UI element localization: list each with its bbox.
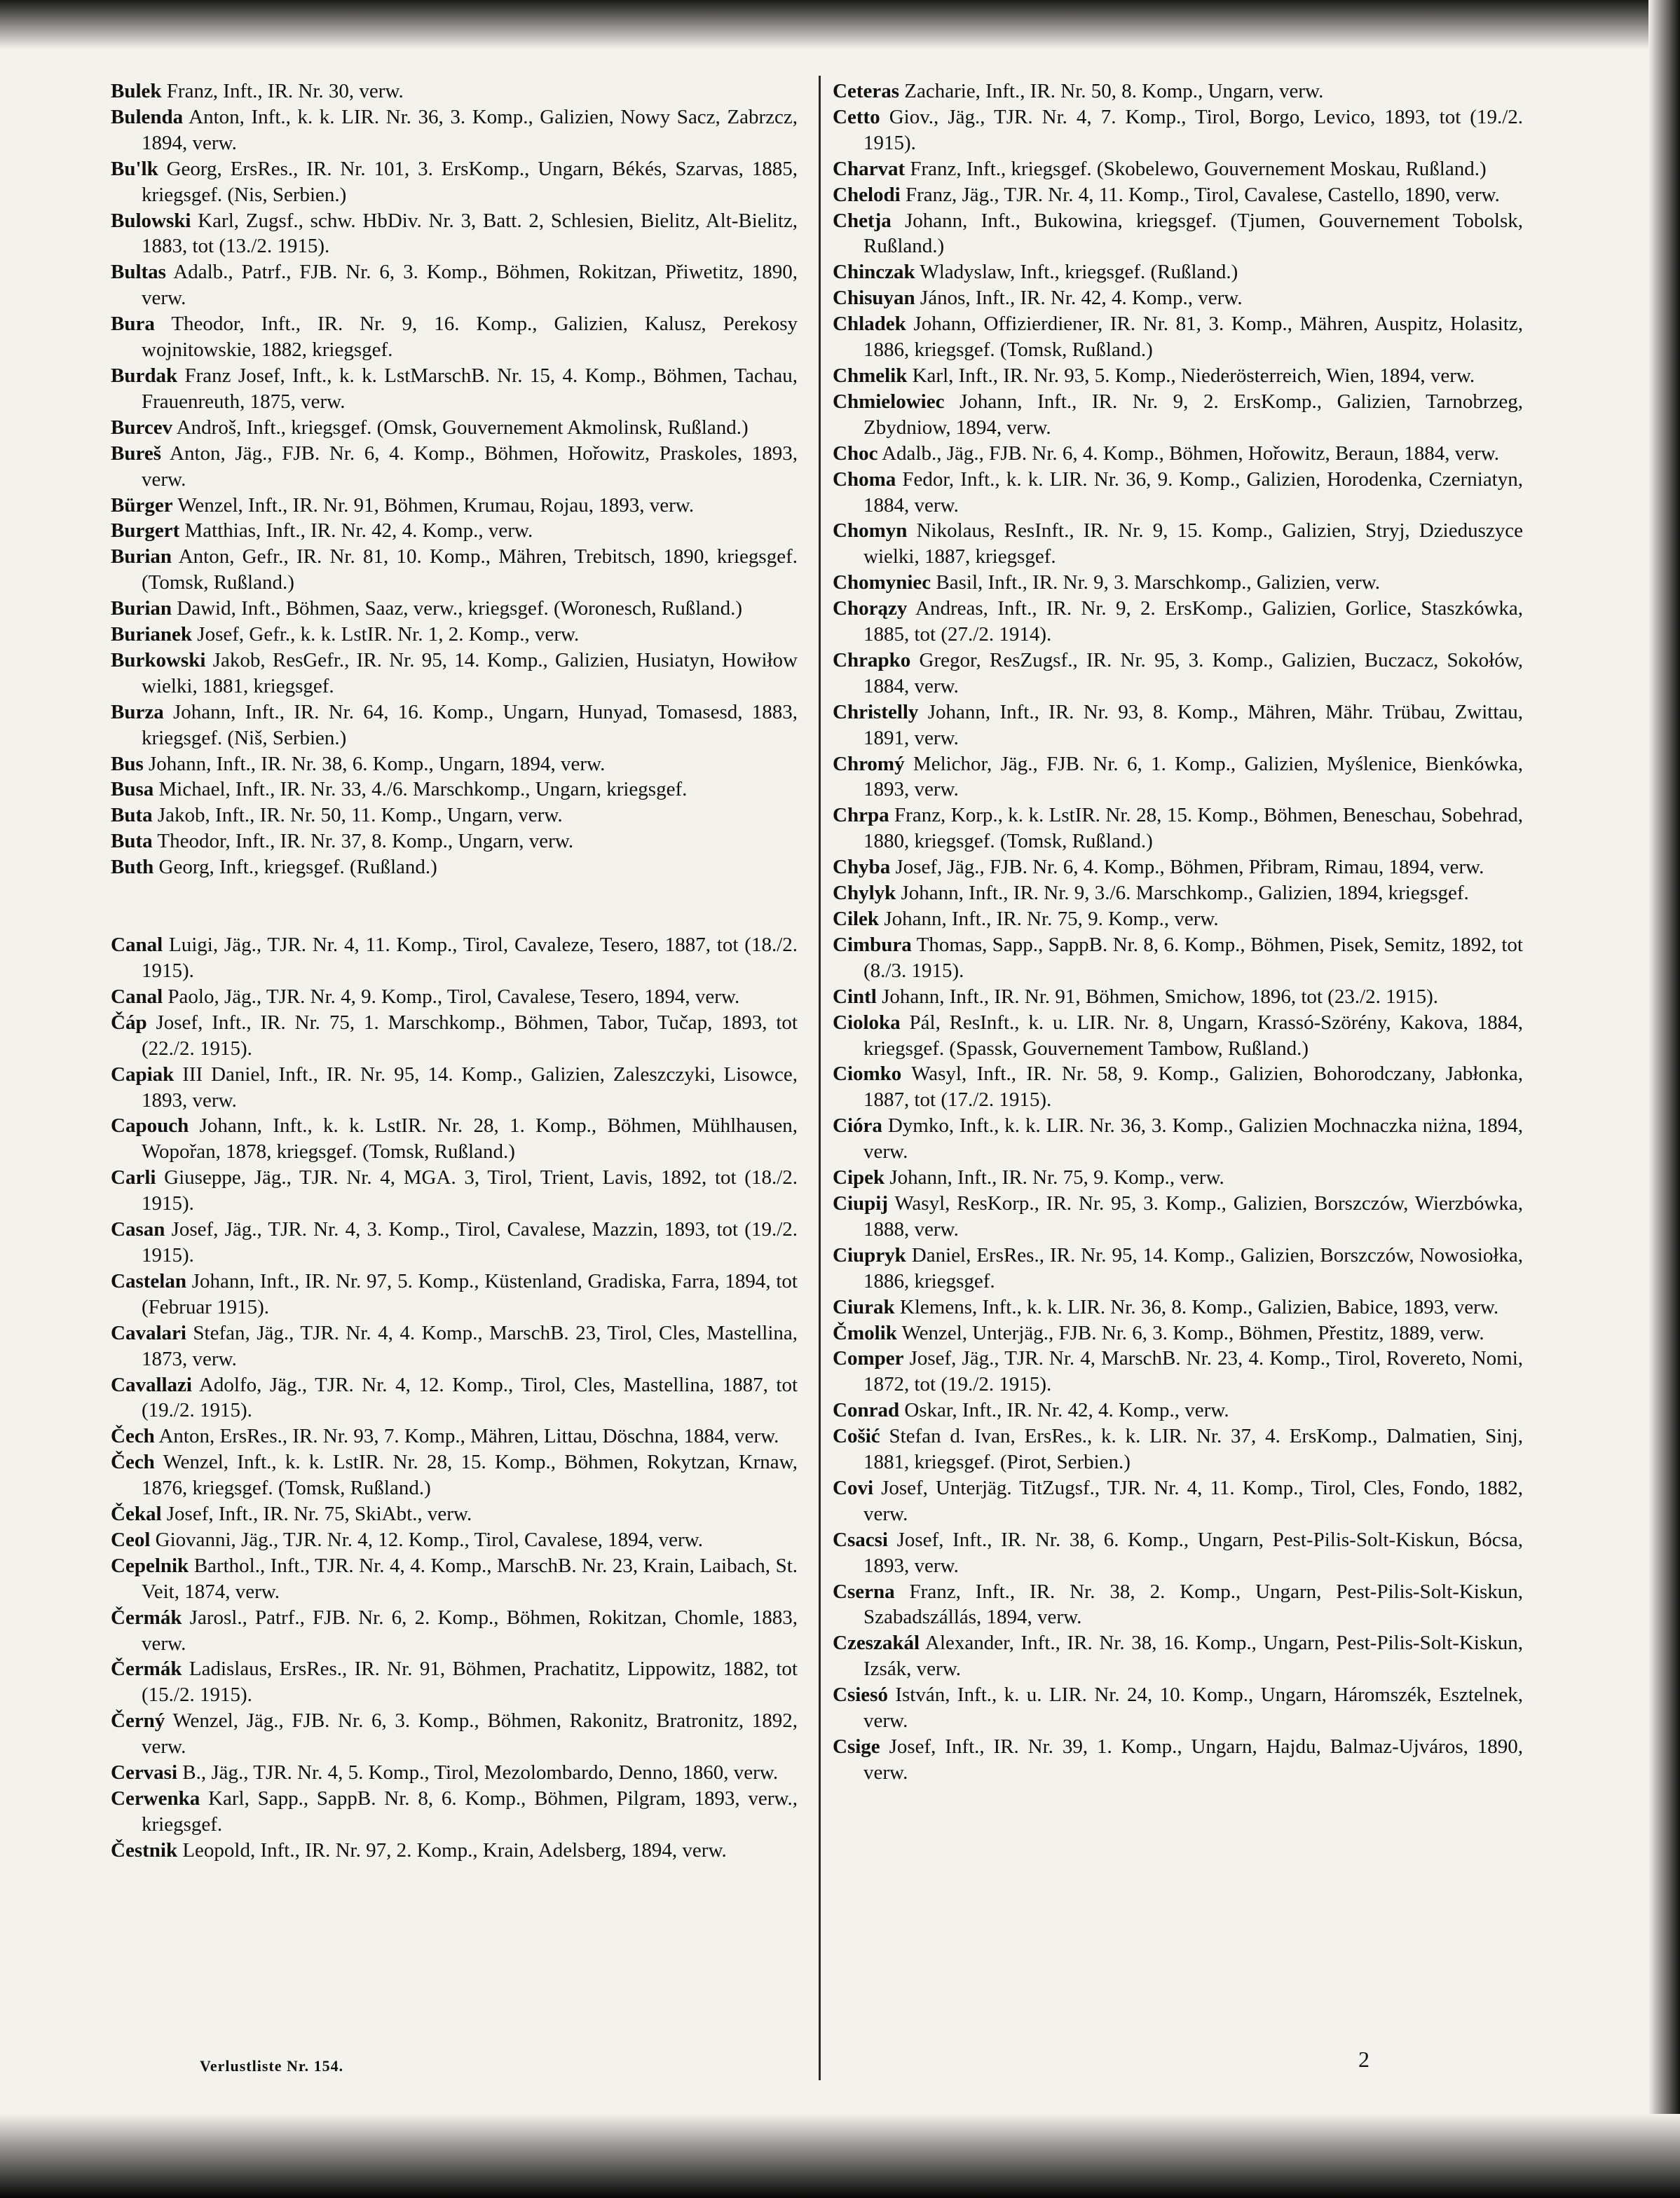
entry-details: János, Inft., IR. Nr. 42, 4. Komp., verw.	[920, 287, 1243, 310]
list-entry	[111, 156, 798, 208]
entry-details: Johann, Inft., IR. Nr. 75, 9. Komp., verw.	[884, 908, 1219, 930]
list-entry	[111, 751, 798, 777]
list-entry	[833, 78, 1523, 104]
list-entry	[833, 208, 1523, 260]
entry-details: Wenzel, Inft., IR. Nr. 91, Böhmen, Krumau, Rojau, 1893, verw.	[177, 493, 695, 517]
entry-details: Johann, Inft., Bukowina, kriegsgef. (Tjumen, Gouvernement Tobolsk, Rußland.)	[863, 209, 1523, 258]
list-entry	[833, 1295, 1523, 1320]
list-entry	[111, 1269, 798, 1320]
entry-surname: Chorązy	[833, 597, 908, 620]
entry-details: Theodor, Inft., IR. Nr. 37, 8. Komp., Ungarn, verw.	[157, 830, 574, 853]
entry-details: Leopold, Inft., IR. Nr. 97, 2. Komp., Krain, Adelsberg, 1894, verw.	[182, 1838, 727, 1862]
entry-details: Johann, Inft., IR. Nr. 97, 5. Komp., Küstenland, Gradiska, Farra, 1894, tot (Februar 1915).	[142, 1269, 798, 1318]
entry-surname: Burcev	[111, 416, 173, 439]
entry-surname: Cepelnik	[111, 1554, 189, 1577]
entry-surname: Cetto	[833, 105, 880, 128]
list-entry	[111, 1372, 798, 1424]
entry-surname: Carli	[111, 1166, 156, 1189]
entry-surname: Buta	[111, 830, 153, 853]
entry-details: Oskar, Inft., IR. Nr. 42, 4. Komp., verw.	[904, 1399, 1229, 1422]
entry-surname: Chrapko	[833, 648, 911, 671]
list-entry	[111, 78, 798, 104]
entry-details: Androš, Inft., kriegsgef. (Omsk, Gouvernement Akmolinsk, Rußland.)	[176, 416, 749, 439]
scan-edge-bottom	[0, 2114, 1680, 2198]
list-entry	[111, 415, 798, 441]
entry-details: Franz Josef, Inft., k. k. LstMarschB. Nr. 15, 4. Komp., Böhmen, Tachau, Frauenreuth, 1875, verw.	[142, 364, 798, 413]
entry-surname: Chomyn	[833, 519, 908, 542]
list-entry	[833, 1346, 1523, 1398]
list-entry	[111, 828, 798, 854]
list-entry	[111, 1010, 798, 1062]
entry-surname: Cioloka	[833, 1011, 901, 1034]
entry-details: Thomas, Sapp., SappB. Nr. 8, 6. Komp., Böhmen, Pisek, Semitz, 1892, tot (8./3. 1915).	[863, 933, 1523, 982]
entry-details: Anton, Inft., k. k. LIR. Nr. 36, 3. Komp., Galizien, Nowy Sacz, Zabrzcz, 1894, verw.	[142, 105, 798, 154]
entry-details: Anton, Jäg., FJB. Nr. 6, 4. Komp., Böhmen, Hořowitz, Praskoles, 1893, verw.	[142, 442, 798, 491]
list-entry	[833, 1424, 1523, 1475]
entry-surname: Cervasi	[111, 1761, 178, 1784]
entry-surname: Christelly	[833, 700, 919, 723]
entry-details: Jakob, Inft., IR. Nr. 50, 11. Komp., Ungarn, verw.	[157, 804, 563, 827]
entry-surname: Cimbura	[833, 933, 912, 956]
list-entry	[111, 1449, 798, 1501]
entry-details: Anton, ErsRes., IR. Nr. 93, 7. Komp., Mähren, Littau, Döschna, 1884, verw.	[158, 1425, 779, 1448]
entry-surname: Burian	[111, 597, 172, 620]
entry-surname: Chinczak	[833, 261, 915, 284]
list-entry	[833, 1061, 1523, 1113]
entry-surname: Buta	[111, 804, 153, 827]
entry-details: Wladyslaw, Inft., kriegsgef. (Rußland.)	[920, 261, 1238, 284]
list-entry	[111, 1320, 798, 1372]
list-entry	[833, 441, 1523, 467]
list-entry	[833, 1398, 1523, 1424]
entry-surname: Cavallazi	[111, 1373, 192, 1396]
entry-details: Basil, Inft., IR. Nr. 9, 3. Marschkomp., Galizien, verw.	[936, 571, 1381, 594]
entry-surname: Černý	[111, 1709, 165, 1733]
entry-details: Johann, Inft., IR. Nr. 93, 8. Komp., Mähren, Mähr. Trübau, Zwittau, 1891, verw.	[863, 700, 1523, 749]
entry-details: Giuseppe, Jäg., TJR. Nr. 4, MGA. 3, Tirol, Trient, Lavis, 1892, tot (18./2. 1915).	[142, 1166, 798, 1215]
list-entry	[111, 1553, 798, 1605]
entry-details: Andreas, Inft., IR. Nr. 9, 2. ErsKomp., Galizien, Gorlice, Staszkówka, 1885, tot (27./2. 1914).	[863, 597, 1524, 646]
list-entry	[833, 906, 1523, 932]
list-entry	[833, 984, 1523, 1010]
column-divider	[819, 76, 821, 2080]
list-entry	[111, 1113, 798, 1165]
list-entry	[111, 1501, 798, 1527]
entry-surname: Csige	[833, 1735, 880, 1758]
entry-surname: Chladek	[833, 313, 906, 336]
entry-surname: Čmolik	[833, 1321, 897, 1344]
entry-details: Barthol., Inft., TJR. Nr. 4, 4. Komp., MarschB. Nr. 23, Krain, Laibach, St. Veit, 1874, verw.	[142, 1554, 798, 1603]
entry-surname: Bürger	[111, 493, 173, 517]
entry-surname: Ciomko	[833, 1063, 902, 1086]
entry-details: István, Inft., k. u. LIR. Nr. 24, 10. Komp., Ungarn, Háromszék, Esztelnek, verw.	[863, 1684, 1524, 1733]
entry-details: Stefan d. Ivan, ErsRes., k. k. LIR. Nr. 37, 4. ErsKomp., Dalmatien, Sinj, 1881, kriegsgef. (Pirot, Serbien.)	[863, 1425, 1523, 1474]
entry-details: Adalb., Jäg., FJB. Nr. 6, 4. Komp., Böhmen, Hořowitz, Beraun, 1884, verw.	[882, 442, 1500, 465]
entry-details: Gregor, ResZugsf., IR. Nr. 95, 3. Komp., Galizien, Buczacz, Sokołów, 1884, verw.	[863, 648, 1524, 697]
list-entry	[111, 104, 798, 156]
list-entry	[833, 880, 1523, 906]
entry-details: Anton, Gefr., IR. Nr. 81, 10. Komp., Mähren, Trebitsch, 1890, kriegsgef. (Tomsk, Rußland.)	[142, 545, 798, 594]
entry-surname: Cavalari	[111, 1321, 186, 1344]
entry-details: Josef, Inft., IR. Nr. 75, 1. Marschkomp., Böhmen, Tabor, Tučap, 1893, tot (22./2. 1915).	[142, 1011, 798, 1060]
entry-surname: Busa	[111, 778, 154, 801]
list-entry	[833, 1527, 1523, 1579]
list-entry	[111, 932, 798, 984]
entry-surname: Canal	[111, 985, 163, 1008]
list-entry	[833, 932, 1523, 984]
entry-surname: Cipek	[833, 1166, 885, 1189]
list-entry	[111, 1760, 798, 1786]
list-entry	[111, 493, 798, 519]
entry-surname: Chomyniec	[833, 571, 931, 594]
entry-details: Josef, Gefr., k. k. LstIR. Nr. 1, 2. Komp., verw.	[197, 623, 580, 646]
entry-surname: Chetja	[833, 209, 892, 232]
entry-details: Josef, Inft., IR. Nr. 39, 1. Komp., Ungarn, Hajdu, Balmaz-Ujváros, 1890, verw.	[863, 1735, 1524, 1784]
entry-surname: Burdak	[111, 364, 178, 387]
list-entry	[833, 596, 1523, 648]
list-entry	[111, 1165, 798, 1217]
entry-surname: Chrpa	[833, 804, 889, 827]
entry-surname: Chmielowiec	[833, 390, 945, 413]
entry-surname: Choc	[833, 442, 878, 465]
entry-details: Wasyl, ResKorp., IR. Nr. 95, 3. Komp., Galizien, Borszczów, Wierzbówka, 1888, verw.	[863, 1192, 1524, 1241]
entry-surname: Bus	[111, 752, 144, 775]
entry-details: Fedor, Inft., k. k. LIR. Nr. 36, 9. Komp., Galizien, Horodenka, Czerniatyn, 1884, verw.	[863, 467, 1523, 517]
entry-surname: Čech	[111, 1425, 155, 1448]
entry-details: Franz, Inft., IR. Nr. 38, 2. Komp., Ungarn, Pest-Pilis-Solt-Kiskun, Szabadszállás, 1894, verw.	[863, 1580, 1523, 1629]
list-entry	[111, 363, 798, 415]
entry-surname: Bura	[111, 313, 155, 336]
list-entry	[833, 1320, 1523, 1346]
entry-details: Johann, Offizierdiener, IR. Nr. 81, 3. Komp., Mähren, Auspitz, Holasitz, 1886, kriegsgef. (Tomsk, Rußland.)	[863, 313, 1523, 362]
list-entry	[111, 1527, 798, 1553]
list-entry	[833, 363, 1523, 389]
entry-surname: Bulowski	[111, 209, 191, 232]
list-entry	[111, 803, 798, 828]
entry-details: Wenzel, Unterjäg., FJB. Nr. 6, 3. Komp., Böhmen, Přestitz, 1889, verw.	[901, 1321, 1484, 1344]
entry-details: Johann, Inft., IR. Nr. 38, 6. Komp., Ungarn, 1894, verw.	[149, 752, 606, 775]
entry-surname: Bulenda	[111, 105, 184, 128]
entry-surname: Bulek	[111, 80, 162, 102]
list-entry	[111, 1838, 798, 1864]
list-entry	[111, 441, 798, 493]
entry-surname: Czeszakál	[833, 1632, 920, 1655]
entry-details: Melichor, Jäg., FJB. Nr. 6, 1. Komp., Galizien, Myślenice, Bienkówka, 1893, verw.	[863, 752, 1523, 801]
list-entry	[111, 777, 798, 803]
entry-details: Klemens, Inft., k. k. LIR. Nr. 36, 8. Komp., Galizien, Babice, 1893, verw.	[899, 1295, 1499, 1318]
list-entry	[833, 1113, 1523, 1165]
entry-surname: Covi	[833, 1476, 873, 1499]
list-entry	[833, 389, 1523, 441]
list-entry	[833, 1165, 1523, 1191]
list-entry	[833, 104, 1523, 156]
list-entry	[111, 311, 798, 363]
entry-details: Karl, Inft., IR. Nr. 93, 5. Komp., Niederösterreich, Wien, 1894, verw.	[912, 364, 1475, 387]
list-entry	[111, 208, 798, 260]
page-number: 2	[1358, 2047, 1370, 2072]
entry-details: Franz, Korp., k. k. LstIR. Nr. 28, 15. Komp., Böhmen, Beneschau, Sobehrad, 1880, kriegsgef. (Tomsk, Rußland.)	[863, 804, 1524, 853]
entry-surname: Bu'lk	[111, 157, 158, 180]
entry-surname: Čáp	[111, 1011, 147, 1034]
left-column	[111, 78, 798, 1864]
entry-surname: Čekal	[111, 1503, 162, 1526]
entry-surname: Cióra	[833, 1114, 882, 1138]
entry-details: Paolo, Jäg., TJR. Nr. 4, 9. Komp., Tirol, Cavalese, Tesero, 1894, verw.	[168, 985, 740, 1008]
entry-surname: Ciupij	[833, 1192, 888, 1215]
entry-details: Theodor, Inft., IR. Nr. 9, 16. Komp., Galizien, Kalusz, Perekosy wojnitowskie, 1882, kriegsgef.	[142, 313, 798, 362]
list-entry	[833, 854, 1523, 880]
list-entry	[833, 259, 1523, 285]
entry-details: Josef, Unterjäg. TitZugsf., TJR. Nr. 4, 11. Komp., Tirol, Cles, Fondo, 1882, verw.	[863, 1476, 1524, 1525]
entry-surname: Charvat	[833, 157, 906, 180]
entry-surname: Cerwenka	[111, 1787, 200, 1810]
entry-details: Ladislaus, ErsRes., IR. Nr. 91, Böhmen, Prachatitz, Lippowitz, 1882, tot (15./2. 1915).	[142, 1658, 798, 1707]
entry-details: Jakob, ResGefr., IR. Nr. 95, 14. Komp., Galizien, Husiatyn, Howiłow wielki, 1881, kriegsgef.	[142, 648, 798, 697]
entry-details: Josef, Jäg., FJB. Nr. 6, 4. Komp., Böhmen, Přibram, Rimau, 1894, verw.	[895, 856, 1484, 879]
entry-surname: Bureš	[111, 442, 161, 465]
entry-details: III Daniel, Inft., IR. Nr. 95, 14. Komp., Galizien, Zaleszczyki, Lisowce, 1893, verw.	[142, 1063, 798, 1112]
entry-details: Johann, Inft., IR. Nr. 75, 9. Komp., verw.	[889, 1166, 1224, 1189]
entry-surname: Ceteras	[833, 80, 900, 102]
scan-edge-top	[0, 0, 1680, 49]
list-entry	[833, 467, 1523, 519]
entry-surname: Burza	[111, 700, 164, 723]
entry-surname: Burkowski	[111, 648, 206, 671]
entry-details: B., Jäg., TJR. Nr. 4, 5. Komp., Tirol, Mezolombardo, Denno, 1860, verw.	[182, 1761, 779, 1784]
entry-details: Giov., Jäg., TJR. Nr. 4, 7. Komp., Tirol, Borgo, Levico, 1893, tot (19./2. 1915).	[863, 105, 1524, 154]
entry-details: Johann, Inft., k. k. LstIR. Nr. 28, 1. Komp., Böhmen, Mühlhausen, Wopořan, 1878, kriegsgef. (Tomsk, Rußland.)	[142, 1114, 798, 1163]
entry-surname: Ceol	[111, 1528, 151, 1551]
entry-details: Daniel, ErsRes., IR. Nr. 95, 14. Komp., Galizien, Borszczów, Nowosiołka, 1886, kriegsgef.	[863, 1243, 1523, 1292]
list-entry	[833, 311, 1523, 363]
entry-surname: Csiesó	[833, 1684, 888, 1707]
entry-details: Adalb., Patrf., FJB. Nr. 6, 3. Komp., Böhmen, Rokitzan, Přiwetitz, 1890, verw.	[142, 261, 798, 310]
entry-surname: Burian	[111, 545, 172, 568]
list-entry	[833, 1475, 1523, 1527]
entry-surname: Capouch	[111, 1114, 189, 1138]
entry-surname: Casan	[111, 1218, 165, 1241]
entry-details: Zacharie, Inft., IR. Nr. 50, 8. Komp., Ungarn, verw.	[904, 80, 1324, 102]
entry-surname: Čermák	[111, 1658, 182, 1681]
entry-details: Adolfo, Jäg., TJR. Nr. 4, 12. Komp., Tirol, Cles, Mastellina, 1887, tot (19./2. 1915).	[142, 1373, 798, 1422]
scan-edge-right	[1648, 0, 1680, 2198]
entry-details: Karl, Sapp., SappB. Nr. 8, 6. Komp., Böhmen, Pilgram, 1893, verw., kriegsgef.	[142, 1787, 798, 1836]
list-entry	[833, 1191, 1523, 1243]
entry-surname: Chromý	[833, 752, 905, 775]
list-entry	[833, 803, 1523, 854]
list-entry	[833, 1243, 1523, 1295]
list-entry	[833, 285, 1523, 311]
entry-surname: Čermák	[111, 1606, 182, 1629]
list-entry	[111, 648, 798, 699]
entry-details: Jarosl., Patrf., FJB. Nr. 6, 2. Komp., Böhmen, Rokitzan, Chomle, 1883, verw.	[142, 1606, 798, 1655]
entry-surname: Castelan	[111, 1269, 186, 1292]
list-entry	[111, 259, 798, 311]
entry-details: Franz, Jäg., TJR. Nr. 4, 11. Komp., Tirol, Cavalese, Castello, 1890, verw.	[905, 183, 1500, 206]
list-entry	[111, 1708, 798, 1760]
list-entry	[833, 1579, 1523, 1631]
entry-surname: Čestnik	[111, 1838, 178, 1862]
entry-surname: Chisuyan	[833, 287, 915, 310]
list-entry	[833, 518, 1523, 570]
entry-surname: Cintl	[833, 985, 877, 1008]
entry-details: Pál, ResInft., k. u. LIR. Nr. 8, Ungarn, Krassó-Szörény, Kakova, 1884, kriegsgef. (Spassk, Gouvernement Tambow, Rußland.)	[863, 1011, 1524, 1060]
entry-surname: Burgert	[111, 519, 180, 542]
list-entry	[833, 156, 1523, 182]
entry-surname: Čech	[111, 1451, 155, 1474]
list-label: Verlustliste Nr. 154.	[200, 2057, 344, 2075]
entry-surname: Ciurak	[833, 1295, 895, 1318]
entry-details: Dymko, Inft., k. k. LIR. Nr. 36, 3. Komp., Galizien Mochnaczka niżna, 1894, verw.	[863, 1114, 1523, 1163]
list-entry	[111, 984, 798, 1010]
entry-details: Stefan, Jäg., TJR. Nr. 4, 4. Komp., MarschB. 23, Tirol, Cles, Mastellina, 1873, verw.	[142, 1321, 798, 1370]
entry-details: Johann, Inft., IR. Nr. 9, 2. ErsKomp., Galizien, Tarnobrzeg, Zbydniow, 1894, verw.	[863, 390, 1524, 439]
list-entry	[833, 570, 1523, 596]
list-entry	[833, 1630, 1523, 1682]
list-entry	[833, 648, 1523, 699]
entry-details: Georg, Inft., kriegsgef. (Rußland.)	[158, 856, 437, 879]
list-entry	[833, 751, 1523, 803]
entry-surname: Capiak	[111, 1063, 175, 1086]
entry-details: Wenzel, Inft., k. k. LstIR. Nr. 28, 15. Komp., Böhmen, Rokytzan, Krnaw, 1876, kriegsgef. (Tomsk, Rußland.)	[142, 1451, 798, 1500]
entry-details: Johann, Inft., IR. Nr. 64, 16. Komp., Ungarn, Hunyad, Tomasesd, 1883, kriegsgef. (Niš, Serbien.)	[142, 700, 798, 749]
entry-details: Dawid, Inft., Böhmen, Saaz, verw., kriegsgef. (Woronesch, Rußland.)	[177, 597, 743, 620]
right-column	[833, 78, 1523, 1786]
entry-details: Giovanni, Jäg., TJR. Nr. 4, 12. Komp., Tirol, Cavalese, 1894, verw.	[155, 1528, 703, 1551]
entry-surname: Chylyk	[833, 882, 896, 905]
entry-surname: Choma	[833, 467, 896, 491]
entry-surname: Cošić	[833, 1425, 880, 1448]
section-gap	[111, 880, 798, 932]
entry-details: Luigi, Jäg., TJR. Nr. 4, 11. Komp., Tirol, Cavaleze, Tesero, 1887, tot (18./2. 1915).	[142, 934, 798, 982]
entry-details: Georg, ErsRes., IR. Nr. 101, 3. ErsKomp., Ungarn, Békés, Szarvas, 1885, kriegsgef. (Nis, Serbien.)	[142, 157, 798, 206]
list-entry	[111, 1217, 798, 1269]
entry-details: Wasyl, Inft., IR. Nr. 58, 9. Komp., Galizien, Bohorodczany, Jabłonka, 1887, tot (17./2. 1915).	[863, 1063, 1523, 1112]
entry-details: Wenzel, Jäg., FJB. Nr. 6, 3. Komp., Böhmen, Rakonitz, Bratronitz, 1892, verw.	[142, 1709, 798, 1759]
entry-details: Josef, Jäg., TJR. Nr. 4, MarschB. Nr. 23, 4. Komp., Tirol, Rovereto, Nomi, 1872, tot (19./2. 1915).	[863, 1347, 1523, 1396]
list-entry	[111, 518, 798, 544]
list-entry	[111, 544, 798, 596]
entry-details: Josef, Jäg., TJR. Nr. 4, 3. Komp., Tirol, Cavalese, Mazzin, 1893, tot (19./2. 1915).	[142, 1218, 798, 1267]
entry-surname: Chyba	[833, 856, 891, 879]
list-entry	[111, 1062, 798, 1114]
list-entry	[111, 596, 798, 622]
list-entry	[111, 1786, 798, 1838]
list-entry	[111, 854, 798, 880]
entry-surname: Buth	[111, 856, 154, 879]
entry-surname: Csacsi	[833, 1528, 888, 1551]
list-entry	[111, 1656, 798, 1708]
list-entry	[833, 182, 1523, 208]
entry-details: Nikolaus, ResInft., IR. Nr. 9, 15. Komp., Galizien, Stryj, Dzieduszyce wielki, 1887, kriegsgef.	[863, 519, 1523, 568]
list-entry	[111, 699, 798, 751]
entry-surname: Conrad	[833, 1399, 900, 1422]
entry-details: Johann, Inft., IR. Nr. 9, 3./6. Marschkomp., Galizien, 1894, kriegsgef.	[901, 882, 1469, 905]
entry-details: Franz, Inft., IR. Nr. 30, verw.	[166, 80, 404, 102]
entry-details: Franz, Inft., kriegsgef. (Skobelewo, Gouvernement Moskau, Rußland.)	[910, 157, 1487, 180]
list-entry	[111, 1605, 798, 1657]
entry-surname: Bultas	[111, 261, 166, 284]
entry-details: Karl, Zugsf., schw. HbDiv. Nr. 3, Batt. 2, Schlesien, Bielitz, Alt-Bielitz, 1883, tot (13./2. 1915).	[142, 209, 798, 258]
entry-surname: Comper	[833, 1347, 904, 1370]
entry-details: Josef, Inft., IR. Nr. 38, 6. Komp., Ungarn, Pest-Pilis-Solt-Kiskun, Bócsa, 1893, verw.	[863, 1528, 1524, 1577]
list-entry	[833, 1682, 1523, 1734]
list-entry	[833, 1010, 1523, 1062]
list-entry	[833, 1734, 1523, 1786]
list-entry	[111, 1424, 798, 1449]
entry-surname: Burianek	[111, 623, 193, 646]
entry-surname: Cserna	[833, 1580, 895, 1603]
entry-details: Matthias, Inft., IR. Nr. 42, 4. Komp., verw.	[184, 519, 533, 542]
entry-surname: Canal	[111, 934, 163, 957]
list-entry	[833, 699, 1523, 751]
entry-surname: Chelodi	[833, 183, 901, 206]
entry-surname: Cilek	[833, 908, 880, 930]
entry-details: Josef, Inft., IR. Nr. 75, SkiAbt., verw.	[166, 1503, 472, 1526]
entry-details: Michael, Inft., IR. Nr. 33, 4./6. Marschkomp., Ungarn, kriegsgef.	[158, 778, 688, 801]
entry-details: Alexander, Inft., IR. Nr. 38, 16. Komp., Ungarn, Pest-Pilis-Solt-Kiskun, Izsák, verw.	[863, 1632, 1523, 1681]
entry-details: Johann, Inft., IR. Nr. 91, Böhmen, Smichow, 1896, tot (23./2. 1915).	[882, 985, 1439, 1008]
entry-surname: Chmelik	[833, 364, 908, 387]
entry-surname: Ciupryk	[833, 1243, 906, 1267]
list-entry	[111, 622, 798, 648]
